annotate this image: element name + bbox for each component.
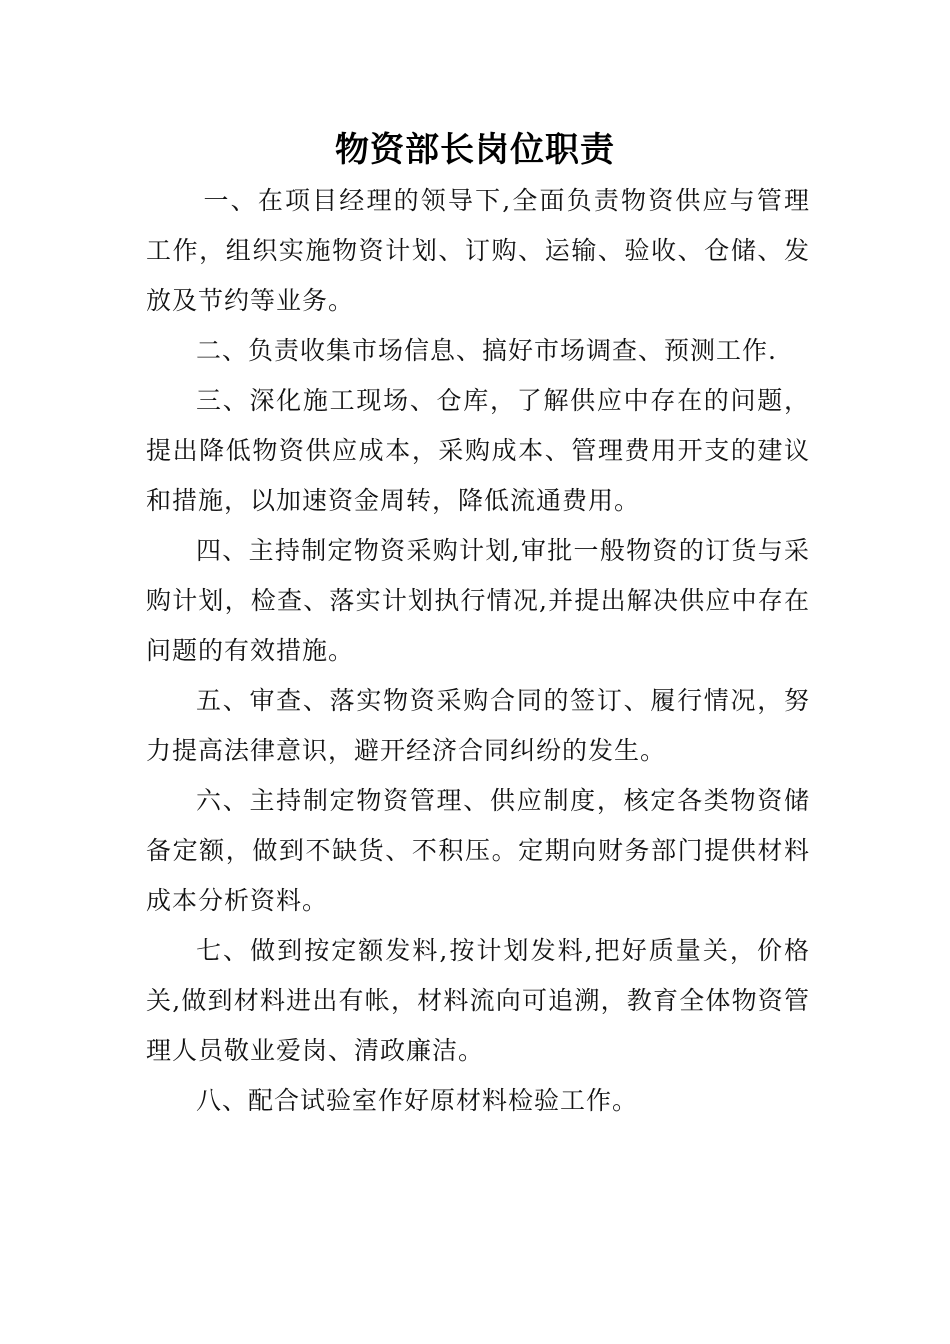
duty-paragraph-5: 五、审查、落实物资采购合同的签订、履行情况，努力提高法律意识，避开经济合同纠纷的发生。 [146,686,810,765]
document-body [146,176,810,1126]
duty-paragraph-3: 三、深化施工现场、仓库，了解供应中存在的问题，提出降低物资供应成本，采购成本、管理费用开支的建议和措施，以加速资金周转，降低流通费用。 [146,386,810,515]
duty-paragraph-2: 二、负责收集市场信息、搞好市场调查、预测工作. [196,336,777,365]
duty-paragraph-4: 四、主持制定物资采购计划,审批一般物资的订货与采购计划，检查、落实计划执行情况,并提出解决供应中存在问题的有效措施。 [146,536,810,665]
duty-paragraph-1: 一、在项目经理的领导下,全面负责物资供应与管理工作，组织实施物资计划、订购、运输、验收、仓储、发放及节约等业务。 [146,186,810,315]
duty-paragraph-8: 八、配合试验室作好原材料检验工作。 [196,1086,639,1115]
document-title: 物资部长岗位职责 [335,130,615,170]
duty-paragraph-6: 六、主持制定物资管理、供应制度，核定各类物资储备定额，做到不缺货、不积压。定期向财务部门提供材料成本分析资料。 [146,786,810,915]
duty-paragraph-7: 七、做到按定额发料,按计划发料,把好质量关，价格关,做到材料进出有帐，材料流向可追溯，教育全体物资管理人员敬业爱岗、清政廉洁。 [146,936,810,1065]
